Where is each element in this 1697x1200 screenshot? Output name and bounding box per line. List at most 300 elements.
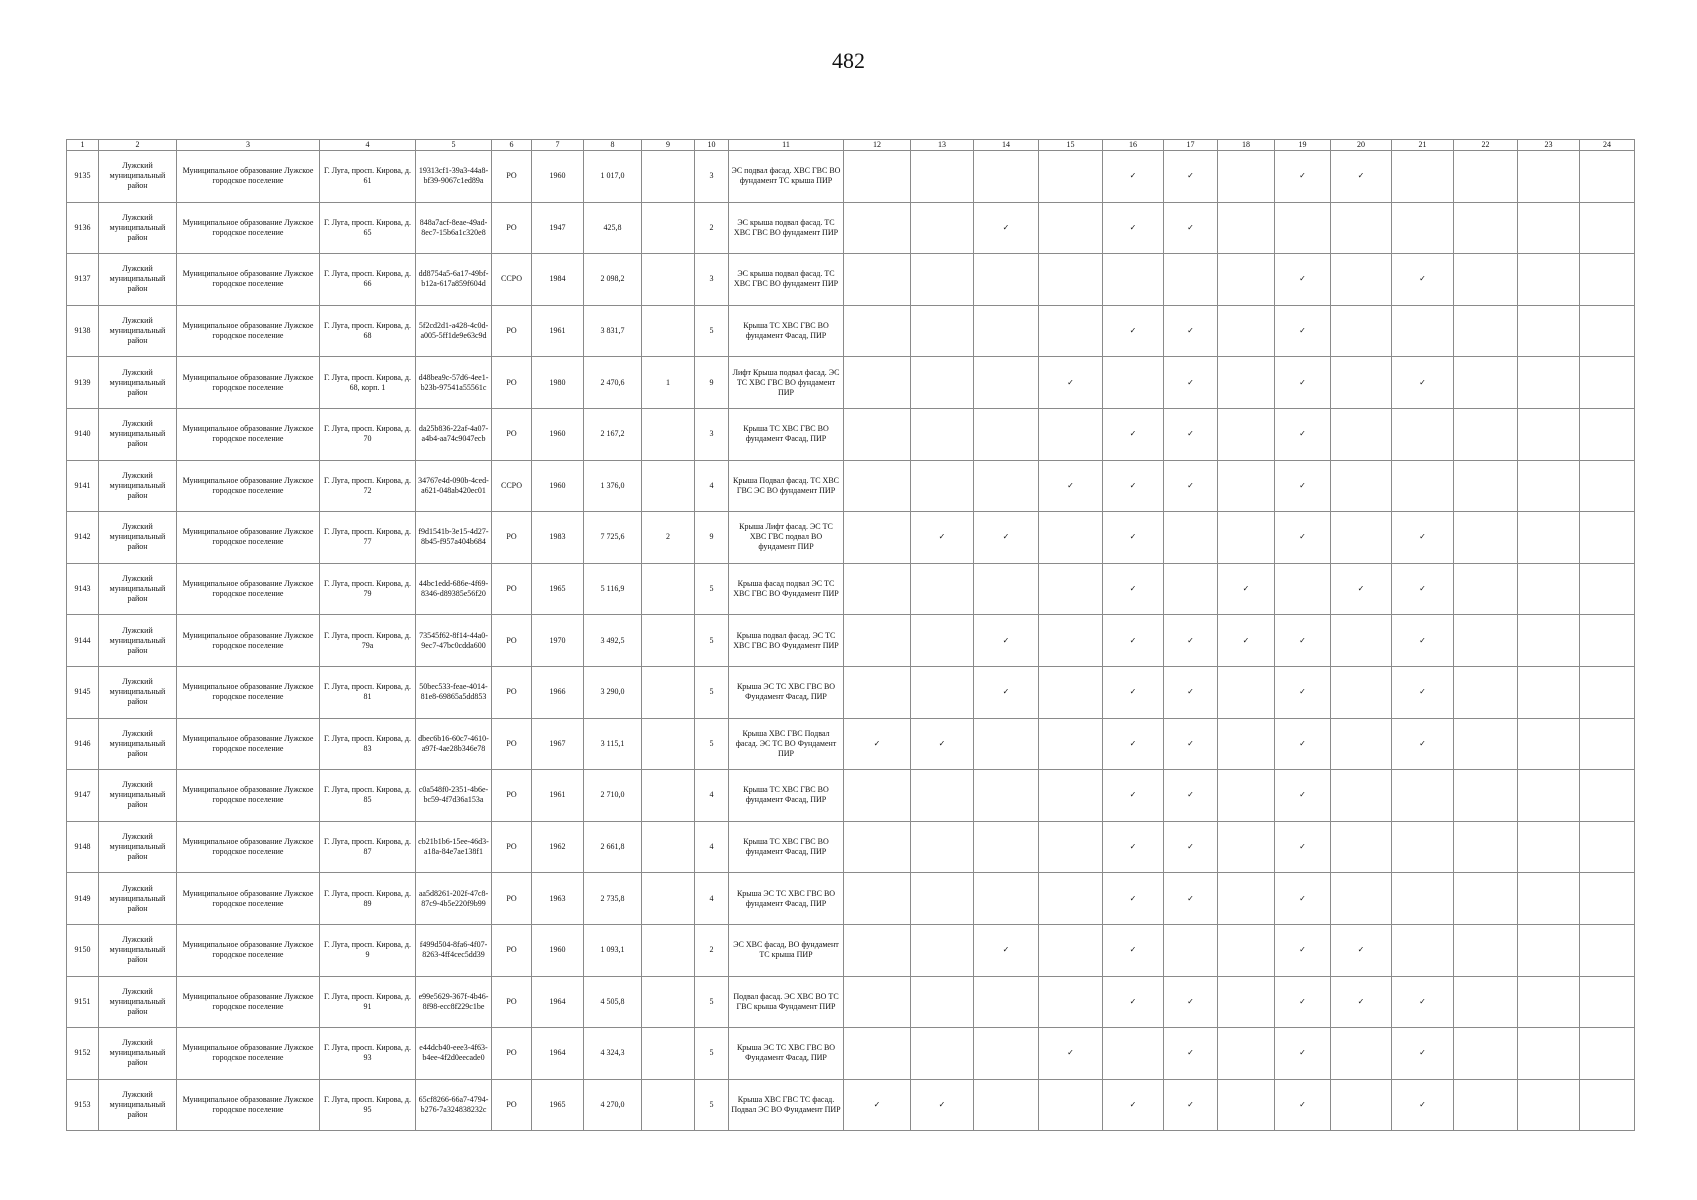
check-icon: ✓ (1129, 635, 1137, 645)
work-check-cell (1580, 821, 1635, 873)
district-cell: Лужский муниципальный район (99, 563, 177, 615)
column-9-cell (642, 615, 695, 667)
check-icon: ✓ (1067, 377, 1074, 387)
works-list-cell: Крыша ХВС ГВС ТС фасад. Подвал ЭС ВО Фундамент ПИР (729, 1079, 844, 1131)
area-cell: 3 290,0 (584, 666, 642, 718)
district-cell: Лужский муниципальный район (99, 770, 177, 822)
work-check-cell (1103, 615, 1164, 667)
work-check-cell (911, 770, 974, 822)
work-check-cell (1331, 151, 1392, 203)
works-list-cell: Крыша ЭС ТС ХВС ГВС ВО Фундамент Фасад, ПИР (729, 666, 844, 718)
work-check-cell (1164, 924, 1218, 976)
management-type-cell: РО (492, 718, 532, 770)
work-check-cell (1103, 408, 1164, 460)
guid-cell: 5f2cd2d1-a428-4c0d-a005-5ff1de9e63c9d (416, 305, 492, 357)
work-check-cell (911, 666, 974, 718)
municipality-cell: Муниципальное образование Лужское городское поселение (177, 821, 320, 873)
work-check-cell (1164, 770, 1218, 822)
work-check-cell (1039, 563, 1103, 615)
work-check-cell (974, 718, 1039, 770)
work-check-cell (1392, 357, 1454, 409)
area-cell: 1 017,0 (584, 151, 642, 203)
management-type-cell: РО (492, 924, 532, 976)
work-check-cell (1164, 254, 1218, 306)
work-check-cell (974, 821, 1039, 873)
management-type-cell: РО (492, 873, 532, 925)
work-check-cell (1580, 202, 1635, 254)
management-type-cell: РО (492, 563, 532, 615)
management-type-cell: РО (492, 357, 532, 409)
address-cell: Г. Луга, просп. Кирова, д. 87 (320, 821, 416, 873)
work-check-cell (974, 1079, 1039, 1131)
check-icon: ✓ (1299, 738, 1306, 748)
check-icon: ✓ (1357, 584, 1365, 594)
column-9-cell (642, 202, 695, 254)
row-number-cell: 9148 (67, 821, 99, 873)
check-icon: ✓ (1242, 635, 1250, 645)
area-cell: 2 098,2 (584, 254, 642, 306)
work-check-cell (844, 1028, 911, 1080)
work-check-cell (844, 770, 911, 822)
check-icon: ✓ (1002, 635, 1010, 645)
build-year-cell: 1983 (532, 512, 584, 564)
work-check-cell (1164, 821, 1218, 873)
work-check-cell (1454, 357, 1518, 409)
work-check-cell (1103, 254, 1164, 306)
work-check-cell (1275, 666, 1331, 718)
municipality-cell: Муниципальное образование Лужское городское поселение (177, 666, 320, 718)
work-check-cell (1039, 1079, 1103, 1131)
check-icon: ✓ (1129, 687, 1137, 697)
address-cell: Г. Луга, просп. Кирова, д. 83 (320, 718, 416, 770)
work-check-cell (974, 202, 1039, 254)
check-icon: ✓ (1299, 790, 1306, 800)
work-check-cell (1392, 718, 1454, 770)
check-icon: ✓ (938, 1099, 946, 1109)
management-type-cell: РО (492, 821, 532, 873)
work-check-cell (1518, 718, 1580, 770)
municipality-cell: Муниципальное образование Лужское городское поселение (177, 1079, 320, 1131)
work-check-cell (844, 151, 911, 203)
check-icon: ✓ (1419, 635, 1426, 645)
works-list-cell: Крыша ТС ХВС ГВС ВО фундамент Фасад, ПИР (729, 821, 844, 873)
column-10-cell: 5 (695, 666, 729, 718)
work-check-cell (1039, 460, 1103, 512)
management-type-cell: РО (492, 1028, 532, 1080)
work-check-cell (1164, 202, 1218, 254)
work-check-cell (1331, 770, 1392, 822)
work-check-cell (1039, 821, 1103, 873)
work-check-cell (1331, 408, 1392, 460)
address-cell: Г. Луга, просп. Кирова, д. 9 (320, 924, 416, 976)
work-check-cell (911, 357, 974, 409)
work-check-cell (911, 821, 974, 873)
municipality-cell: Муниципальное образование Лужское городское поселение (177, 512, 320, 564)
work-check-cell (1580, 254, 1635, 306)
check-icon: ✓ (1129, 480, 1137, 490)
check-icon: ✓ (1299, 996, 1306, 1006)
check-icon: ✓ (938, 532, 946, 542)
address-cell: Г. Луга, просп. Кирова, д. 68 (320, 305, 416, 357)
work-check-cell (1331, 976, 1392, 1028)
work-check-cell (1454, 254, 1518, 306)
guid-cell: dd8754a5-6a17-49bf-b12a-617a859f604d (416, 254, 492, 306)
work-check-cell (1218, 460, 1275, 512)
work-check-cell (1103, 718, 1164, 770)
work-check-cell (1275, 718, 1331, 770)
work-check-cell (1164, 718, 1218, 770)
row-number-cell: 9153 (67, 1079, 99, 1131)
management-type-cell: РО (492, 666, 532, 718)
district-cell: Лужский муниципальный район (99, 151, 177, 203)
work-check-cell (1580, 1079, 1635, 1131)
work-check-cell (1331, 1079, 1392, 1131)
works-list-cell: Подвал фасад. ЭС ХВС ВО ТС ГВС крыша Фундамент ПИР (729, 976, 844, 1028)
guid-cell: dbec6b16-60c7-4610-a97f-4ae28b346e78 (416, 718, 492, 770)
work-check-cell (1164, 305, 1218, 357)
column-header: 13 (911, 140, 974, 151)
work-check-cell (1164, 666, 1218, 718)
works-list-cell: Крыша ТС ХВС ГВС ВО фундамент Фасад, ПИР (729, 408, 844, 460)
check-icon: ✓ (1187, 1099, 1194, 1109)
work-check-cell (1218, 1028, 1275, 1080)
address-cell: Г. Луга, просп. Кирова, д. 70 (320, 408, 416, 460)
work-check-cell (911, 202, 974, 254)
work-check-cell (911, 976, 974, 1028)
check-icon: ✓ (1419, 996, 1426, 1006)
build-year-cell: 1961 (532, 305, 584, 357)
work-check-cell (1331, 563, 1392, 615)
work-check-cell (1275, 408, 1331, 460)
work-check-cell (974, 666, 1039, 718)
check-icon: ✓ (1129, 326, 1137, 336)
work-check-cell (1218, 718, 1275, 770)
work-check-cell (1454, 563, 1518, 615)
build-year-cell: 1980 (532, 357, 584, 409)
column-header: 12 (844, 140, 911, 151)
work-check-cell (1275, 873, 1331, 925)
management-type-cell: ССРО (492, 254, 532, 306)
works-list-cell: Крыша подвал фасад. ЭС ТС ХВС ГВС ВО Фундамент ПИР (729, 615, 844, 667)
work-check-cell (1039, 305, 1103, 357)
work-check-cell (1392, 408, 1454, 460)
row-number-cell: 9141 (67, 460, 99, 512)
table-row (67, 1079, 1635, 1131)
work-check-cell (1103, 666, 1164, 718)
guid-cell: e44dcb40-eee3-4f63-b4ee-4f2d0eecade0 (416, 1028, 492, 1080)
work-check-cell (1518, 976, 1580, 1028)
check-icon: ✓ (1129, 1099, 1137, 1109)
work-check-cell (1392, 1079, 1454, 1131)
municipality-cell: Муниципальное образование Лужское городское поселение (177, 924, 320, 976)
work-check-cell (1518, 357, 1580, 409)
district-cell: Лужский муниципальный район (99, 718, 177, 770)
column-header: 19 (1275, 140, 1331, 151)
address-cell: Г. Луга, просп. Кирова, д. 77 (320, 512, 416, 564)
area-cell: 7 725,6 (584, 512, 642, 564)
address-cell: Г. Луга, просп. Кирова, д. 72 (320, 460, 416, 512)
check-icon: ✓ (1357, 996, 1365, 1006)
table-row (67, 924, 1635, 976)
column-9-cell (642, 408, 695, 460)
address-cell: Г. Луга, просп. Кирова, д. 65 (320, 202, 416, 254)
table-row (67, 666, 1635, 718)
work-check-cell (1103, 202, 1164, 254)
row-number-cell: 9143 (67, 563, 99, 615)
work-check-cell (1218, 770, 1275, 822)
work-check-cell (1103, 1079, 1164, 1131)
works-list-cell: Крыша ЭС ТС ХВС ГВС ВО фундамент Фасад, ПИР (729, 873, 844, 925)
work-check-cell (911, 460, 974, 512)
work-check-cell (844, 976, 911, 1028)
address-cell: Г. Луга, просп. Кирова, д. 91 (320, 976, 416, 1028)
table-row (67, 770, 1635, 822)
work-check-cell (1454, 615, 1518, 667)
table-row (67, 512, 1635, 564)
work-check-cell (974, 254, 1039, 306)
work-check-cell (1580, 924, 1635, 976)
work-check-cell (1164, 151, 1218, 203)
area-cell: 1 093,1 (584, 924, 642, 976)
area-cell: 2 661,8 (584, 821, 642, 873)
management-type-cell: РО (492, 202, 532, 254)
work-check-cell (1039, 151, 1103, 203)
municipality-cell: Муниципальное образование Лужское городское поселение (177, 408, 320, 460)
work-check-cell (1392, 563, 1454, 615)
column-9-cell (642, 718, 695, 770)
column-header: 15 (1039, 140, 1103, 151)
column-header: 21 (1392, 140, 1454, 151)
district-cell: Лужский муниципальный район (99, 666, 177, 718)
check-icon: ✓ (1129, 842, 1137, 852)
check-icon: ✓ (1299, 532, 1306, 542)
work-check-cell (1518, 770, 1580, 822)
work-check-cell (844, 202, 911, 254)
work-check-cell (1518, 615, 1580, 667)
check-icon: ✓ (1002, 222, 1010, 232)
work-check-cell (974, 770, 1039, 822)
work-check-cell (1331, 718, 1392, 770)
work-check-cell (1218, 924, 1275, 976)
work-check-cell (1331, 512, 1392, 564)
work-check-cell (974, 873, 1039, 925)
area-cell: 2 167,2 (584, 408, 642, 460)
build-year-cell: 1984 (532, 254, 584, 306)
guid-cell: da25b836-22af-4a07-a4b4-aa74c9047ecb (416, 408, 492, 460)
works-list-cell: ЭС крыша подвал фасад. ТС ХВС ГВС ВО фундамент ПИР (729, 202, 844, 254)
table-row (67, 563, 1635, 615)
works-list-cell: Крыша ТС ХВС ГВС ВО фундамент Фасад, ПИР (729, 305, 844, 357)
works-list-cell: Лифт Крыша подвал фасад. ЭС ТС ХВС ГВС ВО фундамент ПИР (729, 357, 844, 409)
area-cell: 4 324,3 (584, 1028, 642, 1080)
work-check-cell (1331, 254, 1392, 306)
work-check-cell (1580, 873, 1635, 925)
works-list-cell: Крыша Подвал фасад. ТС ХВС ГВС ЭС ВО фундамент ПИР (729, 460, 844, 512)
work-check-cell (1218, 976, 1275, 1028)
column-header: 9 (642, 140, 695, 151)
work-check-cell (844, 924, 911, 976)
work-check-cell (1331, 821, 1392, 873)
table-row (67, 821, 1635, 873)
table-row (67, 976, 1635, 1028)
build-year-cell: 1966 (532, 666, 584, 718)
column-9-cell (642, 821, 695, 873)
work-check-cell (1580, 357, 1635, 409)
check-icon: ✓ (1129, 790, 1137, 800)
address-cell: Г. Луга, просп. Кирова, д. 66 (320, 254, 416, 306)
column-header: 2 (99, 140, 177, 151)
build-year-cell: 1961 (532, 770, 584, 822)
work-check-cell (1039, 357, 1103, 409)
work-check-cell (1580, 408, 1635, 460)
column-10-cell: 4 (695, 873, 729, 925)
work-check-cell (1275, 202, 1331, 254)
work-check-cell (1164, 976, 1218, 1028)
work-check-cell (1164, 563, 1218, 615)
column-9-cell (642, 460, 695, 512)
work-check-cell (1518, 873, 1580, 925)
work-check-cell (1392, 254, 1454, 306)
work-check-cell (1580, 1028, 1635, 1080)
work-check-cell (1392, 615, 1454, 667)
check-icon: ✓ (1129, 996, 1137, 1006)
work-check-cell (1103, 305, 1164, 357)
check-icon: ✓ (1419, 1099, 1426, 1109)
work-check-cell (1331, 357, 1392, 409)
management-type-cell: РО (492, 408, 532, 460)
work-check-cell (1218, 202, 1275, 254)
check-icon: ✓ (1357, 945, 1365, 955)
build-year-cell: 1960 (532, 924, 584, 976)
works-list-cell: Крыша ХВС ГВС Подвал фасад. ЭС ТС ВО Фундамент ПИР (729, 718, 844, 770)
work-check-cell (1218, 151, 1275, 203)
column-header: 3 (177, 140, 320, 151)
build-year-cell: 1960 (532, 460, 584, 512)
build-year-cell: 1960 (532, 408, 584, 460)
work-check-cell (1164, 1079, 1218, 1131)
build-year-cell: 1963 (532, 873, 584, 925)
work-check-cell (974, 976, 1039, 1028)
check-icon: ✓ (1299, 1048, 1306, 1058)
work-check-cell (844, 666, 911, 718)
column-10-cell: 5 (695, 305, 729, 357)
district-cell: Лужский муниципальный район (99, 615, 177, 667)
work-check-cell (844, 821, 911, 873)
district-cell: Лужский муниципальный район (99, 305, 177, 357)
check-icon: ✓ (1299, 842, 1306, 852)
work-check-cell (1580, 151, 1635, 203)
column-header: 14 (974, 140, 1039, 151)
work-check-cell (1275, 357, 1331, 409)
work-check-cell (1454, 666, 1518, 718)
work-check-cell (1331, 1028, 1392, 1080)
work-check-cell (1039, 615, 1103, 667)
work-check-cell (1518, 1079, 1580, 1131)
check-icon: ✓ (938, 738, 946, 748)
row-number-cell: 9140 (67, 408, 99, 460)
table-row (67, 718, 1635, 770)
check-icon: ✓ (1419, 584, 1426, 594)
district-cell: Лужский муниципальный район (99, 821, 177, 873)
management-type-cell: РО (492, 976, 532, 1028)
work-check-cell (1164, 512, 1218, 564)
work-check-cell (1039, 976, 1103, 1028)
column-9-cell (642, 976, 695, 1028)
row-number-cell: 9146 (67, 718, 99, 770)
work-check-cell (1039, 202, 1103, 254)
municipality-cell: Муниципальное образование Лужское городское поселение (177, 718, 320, 770)
work-check-cell (1103, 924, 1164, 976)
municipality-cell: Муниципальное образование Лужское городское поселение (177, 305, 320, 357)
build-year-cell: 1964 (532, 1028, 584, 1080)
page-number: 482 (832, 48, 865, 73)
work-check-cell (1518, 408, 1580, 460)
work-check-cell (1518, 924, 1580, 976)
work-check-cell (1580, 305, 1635, 357)
work-check-cell (1218, 666, 1275, 718)
check-icon: ✓ (1187, 893, 1194, 903)
work-check-cell (1454, 924, 1518, 976)
work-check-cell (1392, 976, 1454, 1028)
row-number-cell: 9142 (67, 512, 99, 564)
column-header: 18 (1218, 140, 1275, 151)
check-icon: ✓ (1419, 377, 1426, 387)
work-check-cell (1275, 305, 1331, 357)
work-check-cell (1103, 873, 1164, 925)
check-icon: ✓ (1129, 429, 1137, 439)
district-cell: Лужский муниципальный район (99, 924, 177, 976)
work-check-cell (1454, 408, 1518, 460)
table-row (67, 305, 1635, 357)
build-year-cell: 1965 (532, 563, 584, 615)
table-row (67, 615, 1635, 667)
check-icon: ✓ (1187, 790, 1194, 800)
work-check-cell (1454, 821, 1518, 873)
work-check-cell (911, 305, 974, 357)
district-cell: Лужский муниципальный район (99, 976, 177, 1028)
column-10-cell: 5 (695, 1079, 729, 1131)
municipality-cell: Муниципальное образование Лужское городское поселение (177, 976, 320, 1028)
district-cell: Лужский муниципальный район (99, 1079, 177, 1131)
row-number-cell: 9147 (67, 770, 99, 822)
check-icon: ✓ (1299, 429, 1306, 439)
works-list-cell: Крыша фасад подвал ЭС ТС ХВС ГВС ВО Фундамент ПИР (729, 563, 844, 615)
work-check-cell (1331, 873, 1392, 925)
guid-cell: f499d504-8fa6-4f07-8263-4ff4cec5dd39 (416, 924, 492, 976)
work-check-cell (1275, 254, 1331, 306)
work-check-cell (844, 357, 911, 409)
work-check-cell (1518, 202, 1580, 254)
check-icon: ✓ (1187, 842, 1194, 852)
area-cell: 4 505,8 (584, 976, 642, 1028)
column-10-cell: 5 (695, 563, 729, 615)
work-check-cell (911, 151, 974, 203)
work-check-cell (974, 460, 1039, 512)
management-type-cell: РО (492, 615, 532, 667)
work-check-cell (1103, 357, 1164, 409)
work-check-cell (1275, 460, 1331, 512)
work-check-cell (1275, 563, 1331, 615)
work-check-cell (1518, 254, 1580, 306)
column-10-cell: 2 (695, 202, 729, 254)
check-icon: ✓ (1299, 171, 1306, 181)
work-check-cell (974, 357, 1039, 409)
area-cell: 3 492,5 (584, 615, 642, 667)
check-icon: ✓ (1299, 274, 1306, 284)
row-number-cell: 9144 (67, 615, 99, 667)
work-check-cell (1392, 1028, 1454, 1080)
guid-cell: f9d1541b-3e15-4d27-8b45-f957a404b684 (416, 512, 492, 564)
